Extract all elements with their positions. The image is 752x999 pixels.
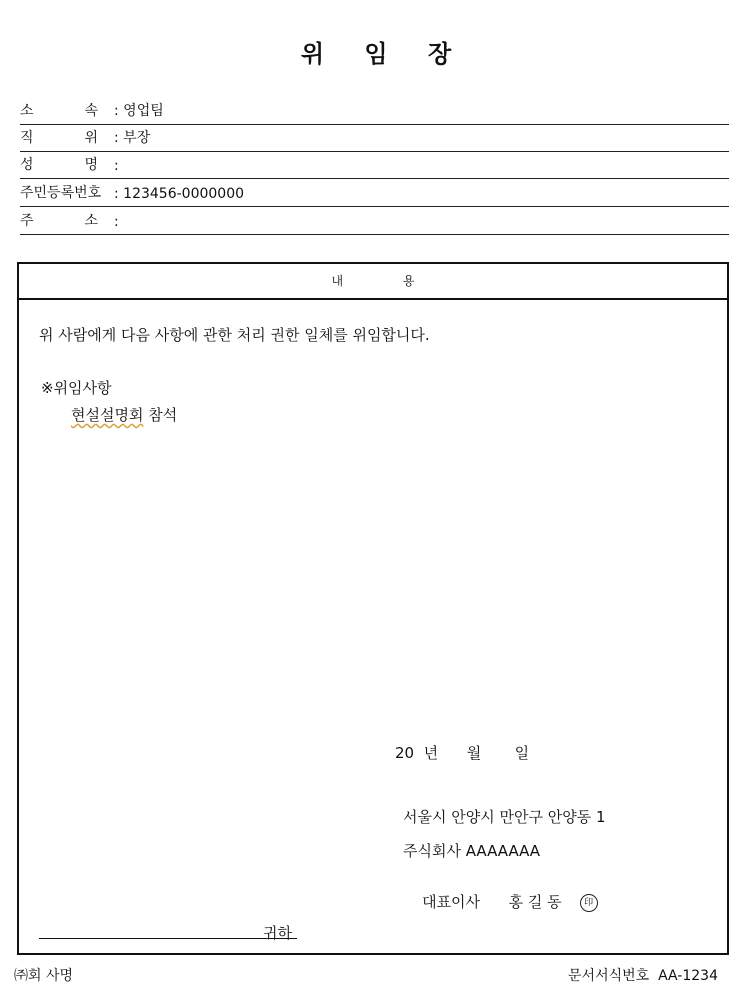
footer-form-number: 문서서식번호 AA-1234 [568, 968, 718, 984]
position-value: : 부장 [114, 130, 151, 146]
recipient-label: 귀하 [263, 924, 292, 942]
delegation-item [71, 404, 177, 425]
resident-id-label: 주민등록번호 [20, 185, 102, 201]
document-title: 위 임 장 [300, 39, 468, 68]
address-value: : [114, 214, 119, 230]
content-box [17, 262, 729, 955]
resident-id-value: : 123456-0000000 [114, 186, 245, 202]
delegation-item-underlined: 현설설명회 [71, 406, 144, 424]
content-header: 내 용 [19, 264, 727, 300]
delegation-items-heading: ※위임사항 [41, 379, 112, 397]
delegation-item-rest: 참석 [143, 406, 178, 424]
representative: 대표이사 홍 길 동 [422, 893, 562, 911]
info-row-name [20, 152, 729, 179]
info-row-resident-id [20, 180, 729, 207]
company-name: 주식회사 AAAAAAA [403, 842, 541, 860]
position-label: 직 위 [20, 130, 98, 146]
date-line: 20 년 월 일 [395, 744, 530, 762]
seal-icon: 印 [580, 894, 598, 912]
info-row-affiliation [20, 98, 729, 125]
affiliation-label: 소 속 [20, 103, 98, 119]
affiliation-value: : 영업팀 [114, 103, 164, 119]
name-label: 성 명 [20, 157, 98, 173]
name-value: : [114, 158, 119, 174]
recipient-line [39, 938, 297, 939]
footer-company: ㈜회 사명 [14, 968, 74, 984]
info-row-address [20, 208, 729, 235]
info-row-position [20, 125, 729, 152]
delegation-statement: 위 사람에게 다음 사항에 관한 처리 권한 일체를 위임합니다. [39, 326, 430, 344]
address-label: 주 소 [20, 213, 98, 229]
company-address: 서울시 안양시 만안구 안양동 1 [403, 808, 606, 826]
representative-line [403, 873, 598, 930]
